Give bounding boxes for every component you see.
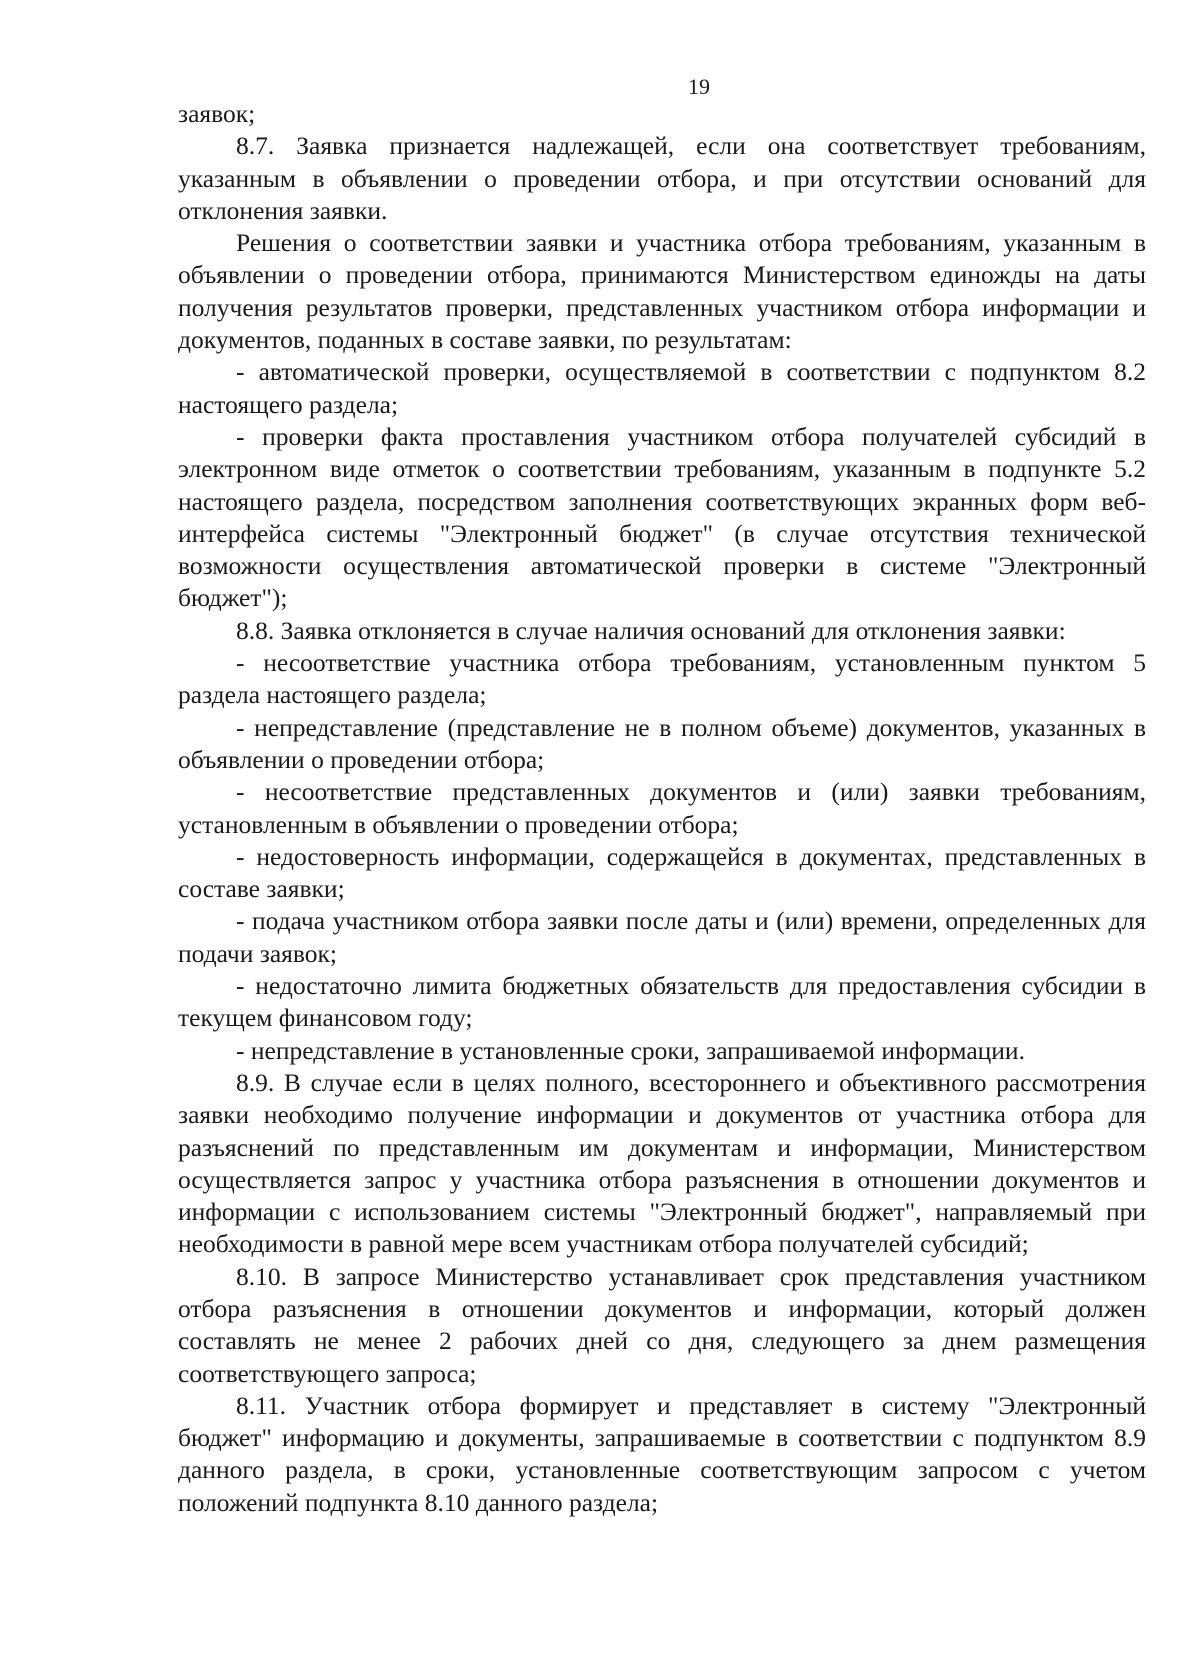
paragraph-8-11: 8.11. Участник отбора формирует и представляет в систему "Электронный бюджет" информацию и документы, запрашиваемые в соответствии с подпунктом 8.9 данного раздела, в сроки, установленные соответствующим запросом с учетом положений подпункта 8.10 данного раздела; xyxy=(178,1390,1146,1517)
list-item-automatic-check: - автоматической проверки, осуществляемой в соответствии с подпунктом 8.2 настоящего раздела; xyxy=(178,357,1146,419)
document-body xyxy=(178,98,1146,1519)
list-item-rejection-2: - непредставление (представление не в полном объеме) документов, указанных в объявлении о проведении отбора; xyxy=(178,712,1146,774)
list-item-rejection-4: - недостоверность информации, содержащейся в документах, представленных в составе заявки; xyxy=(178,841,1146,904)
paragraph-decisions: Решения о соответствии заявки и участника отбора требованиям, указанным в объявлении о проведении отбора, принимаются Министерством единожды на даты получения результатов проверки, представленных участником отбора информации и документов, поданных в составе заявки, по результатам: xyxy=(178,228,1146,355)
list-item-rejection-1: - несоответствие участника отбора требованиям, установленным пунктом 5 раздела настоящего раздела; xyxy=(178,648,1146,710)
list-item-rejection-3: - несоответствие представленных документов и (или) заявки требованиям, установленным в объявлении о проведении отбора; xyxy=(178,777,1146,839)
list-item-rejection-6: - недостаточно лимита бюджетных обязательств для предоставления субсидии в текущем финансовом году; xyxy=(178,971,1146,1033)
paragraph-8-10: 8.10. В запросе Министерство устанавливает срок представления участником отбора разъяснения в отношении документов и информации, который должен составлять не менее 2 рабочих дней со дня, следующего за днем размещения соответствующего запроса; xyxy=(178,1261,1146,1388)
list-item-rejection-7: - непредставление в установленные сроки, запрашиваемой информации. xyxy=(236,1035,1025,1065)
paragraph-continuation: заявок; xyxy=(178,99,256,128)
list-item-rejection-5: - подача участником отбора заявки после даты и (или) времени, определенных для подачи заявок; xyxy=(178,906,1146,968)
paragraph-8-8: 8.8. Заявка отклоняется в случае наличия оснований для отклонения заявки: xyxy=(236,615,1066,645)
paragraph-8-7: 8.7. Заявка признается надлежащей, если она соответствует требованиям, указанным в объявлении о проведении отбора, и при отсутствии оснований для отклонения заявки. xyxy=(178,131,1146,225)
page-number: 19 xyxy=(688,74,710,99)
paragraph-8-9: 8.9. В случае если в целях полного, всестороннего и объективного рассмотрения заявки необходимо получение информации и документов от участника отбора для разъяснений по представленным им документам и информации, Министерством осуществляется запрос у участника отбора разъяснения в отношении документов и информации с использованием системы "Электронный бюджет", направляемый при необходимости в равной мере всем участникам отбора получателей субсидий; xyxy=(178,1067,1146,1259)
list-item-manual-check: - проверки факта проставления участником отбора получателей субсидий в электронном виде отметок о соответствии требованиям, указанным в подпункте 5.2 настоящего раздела, посредством заполнения соответствующих экранных форм веб-интерфейса системы "Электронный бюджет" (в случае отсутствия технической возможности осуществления автоматической проверки в системе "Электронный бюджет"); xyxy=(178,421,1146,613)
